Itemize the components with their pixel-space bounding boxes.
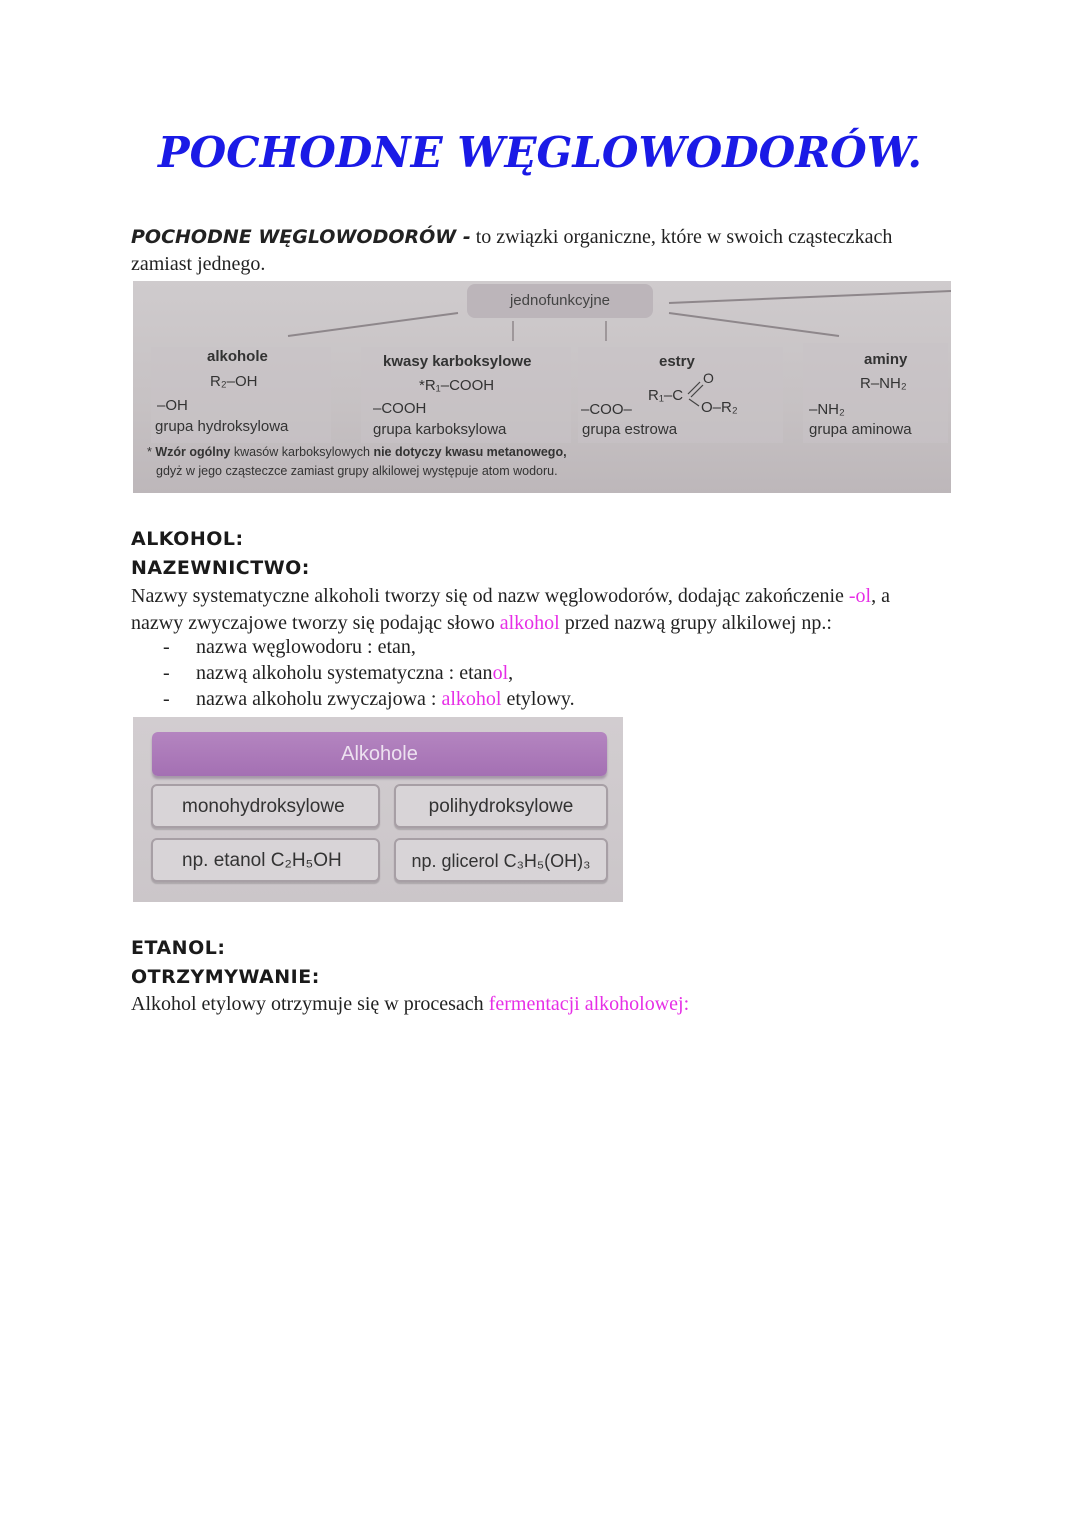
column-name-alkohole: alkohole bbox=[207, 348, 268, 365]
list-item: - nazwą alkoholu systematyczna : etanol, bbox=[131, 660, 961, 686]
alcohols-header: Alkohole bbox=[152, 732, 607, 776]
group-kwasy: –COOH bbox=[373, 400, 427, 417]
heading-alkohol: ALKOHOL: bbox=[131, 528, 244, 550]
naming-list bbox=[131, 634, 961, 712]
column-name-aminy: aminy bbox=[864, 351, 908, 368]
group-name-kwasy: grupa karboksylowa bbox=[373, 421, 507, 438]
formula-kwasy: *R₁–COOH bbox=[419, 377, 495, 394]
nazewnictwo-paragraph: Nazwy systematyczne alkoholi tworzy się od nazw węglowodorów, dodając zakończenie -ol, a nazwy zwyczajowe tworzy się podając słowo alkohol przed nazwą grupy alkilowej np.: bbox=[131, 585, 890, 634]
definition-term: POCHODNE WĘGLOWODORÓW - bbox=[131, 226, 471, 248]
definition-text-2: zamiast jednego. bbox=[131, 253, 266, 275]
heading-nazewnictwo: NAZEWNICTWO: bbox=[131, 557, 310, 579]
figure-footnote-1: * Wzór ogólny kwasów karboksylowych nie dotyczy kwasu metanowego, bbox=[147, 445, 567, 459]
heading-otrzymywanie: OTRZYMYWANIE: bbox=[131, 966, 320, 988]
column-name-estry: estry bbox=[659, 353, 695, 370]
alcohols-figure bbox=[133, 717, 623, 902]
etanol-example-box: np. etanol C₂H₅OH bbox=[151, 838, 380, 882]
otrzymywanie-paragraph: Alkohol etylowy otrzymuje się w procesach fermentacji alkoholowej: bbox=[131, 993, 690, 1015]
group-name-estry: grupa estrowa bbox=[582, 421, 678, 438]
figure-footnote-2: gdyż w jego cząsteczce zamiast grupy alkilowej występuje atom wodoru. bbox=[156, 464, 558, 478]
list-item: - nazwa alkoholu zwyczajowa : alkohol etylowy. bbox=[131, 686, 961, 712]
formula-alkohole: R₂–OH bbox=[210, 373, 258, 390]
monohydroxy-box: monohydroksylowe bbox=[151, 784, 380, 828]
top-category-label: jednofunkcyjne bbox=[467, 284, 653, 318]
heading-etanol: ETANOL: bbox=[131, 937, 226, 959]
formula-aminy: R–NH₂ bbox=[860, 375, 907, 392]
page-title: POCHODNE WĘGLOWODORÓW. bbox=[158, 128, 922, 177]
ester-o-top: O bbox=[703, 370, 714, 386]
glicerol-example-box: np. glicerol C₃H₅(OH)₃ bbox=[394, 838, 608, 882]
derivatives-figure bbox=[133, 281, 951, 493]
group-estry: –COO– bbox=[581, 401, 632, 418]
list-item: - nazwa węglowodoru : etan, bbox=[131, 634, 961, 660]
ester-r1: R₁–C bbox=[648, 387, 684, 404]
group-aminy: –NH₂ bbox=[809, 401, 845, 418]
group-alkohole: –OH bbox=[157, 397, 188, 414]
group-name-alkohole: grupa hydroksylowa bbox=[155, 418, 289, 435]
group-name-aminy: grupa aminowa bbox=[809, 421, 912, 438]
definition-text-1: to związki organiczne, które w swoich cząsteczkach bbox=[470, 226, 893, 248]
column-name-kwasy: kwasy karboksylowe bbox=[383, 353, 532, 370]
ester-o-r2: O–R₂ bbox=[701, 399, 738, 416]
polyhydroxy-box: polihydroksylowe bbox=[394, 784, 608, 828]
definition-paragraph bbox=[131, 224, 961, 278]
